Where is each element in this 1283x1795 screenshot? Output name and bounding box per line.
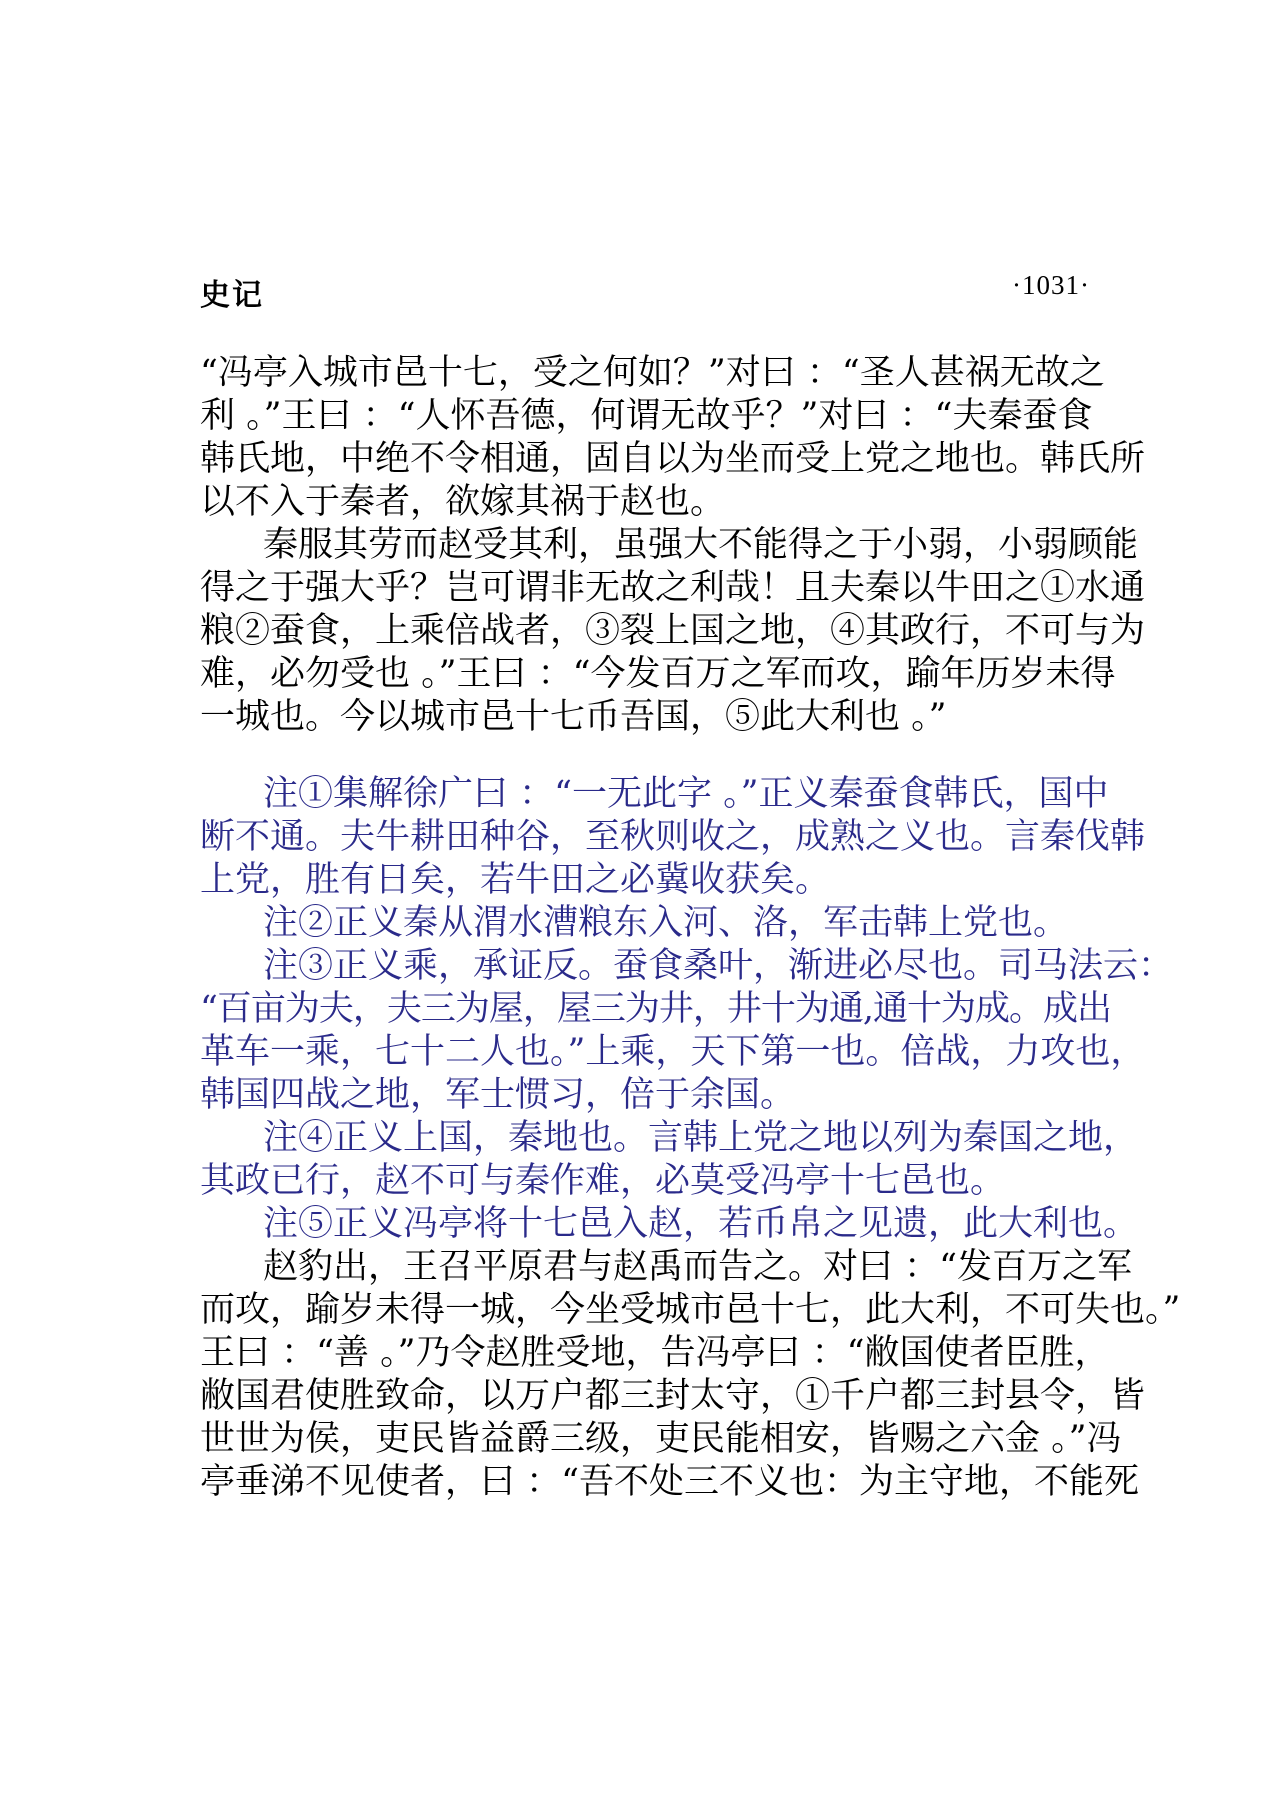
text-line: 一城也。今以城市邑十七币吾国，⑤此大利也 。”	[200, 697, 947, 737]
text-line: 难，必勿受也 。”王曰 ：“今发百万之军而攻，踰年历岁未得	[200, 654, 1116, 694]
page-body	[200, 352, 1181, 1504]
text-line: 得之于强大乎？岂可谓非无故之利哉！且夫秦以牛田之①水通	[200, 568, 1146, 608]
note-line: 韩国四战之地，军士惯习，倍于余国。	[200, 1075, 796, 1115]
text-line: 亭垂涕不见使者，曰 ：“吾不处三不义也：为主守地，不能死	[200, 1462, 1140, 1502]
text-line: 韩氏地，中绝不令相通，固自以为坐而受上党之地也。韩氏所	[200, 439, 1146, 479]
section-gap	[200, 739, 1100, 773]
text-line: 赵豹出，王召平原君与赵禹而告之。对曰 ：“发百万之军	[263, 1247, 1133, 1287]
note-line: 注①集解徐广曰 ：“一无此字 。”正义秦蚕食韩氏，国中	[263, 774, 1109, 814]
note-line: 革车一乘，七十二人也。”上乘，天下第一也。倍战，力攻也，	[200, 1032, 1146, 1072]
text-line: “冯亭入城市邑十七，受之何如？”对曰 ：“圣人甚祸无故之	[200, 353, 1105, 393]
text-line: 敝国君使胜致命，以万户都三封太守，①千户都三封县令，皆	[200, 1376, 1146, 1416]
main-text-block	[200, 352, 1146, 739]
text-line: 王曰 ：“善 。”乃令赵胜受地，告冯亭曰 ：“敝国使者臣胜，	[200, 1333, 1110, 1373]
note-line: 注③正义乘，承证反。蚕食桑叶，渐进必尽也。司马法云：	[263, 946, 1174, 986]
page-number: ·1031·	[1012, 270, 1090, 300]
continued-text-block	[200, 1246, 1181, 1504]
annotation-notes	[200, 773, 1174, 1246]
book-title: 史记	[200, 278, 264, 313]
text-line: 粮②蚕食，上乘倍战者，③裂上国之地，④其政行，不可与为	[200, 611, 1146, 651]
text-line: 以不入于秦者，欲嫁其祸于赵也。	[200, 482, 726, 522]
note-line: 注⑤正义冯亭将十七邑入赵，若币帛之见遗，此大利也。	[263, 1204, 1139, 1244]
note-line: 断不通。夫牛耕田种谷，至秋则收之，成熟之义也。言秦伐韩	[200, 817, 1146, 857]
note-line: 上党，胜有日矣，若牛田之必冀收获矣。	[200, 860, 831, 900]
text-line: 而攻，踰岁未得一城，今坐受城市邑十七，此大利，不可失也。”	[200, 1290, 1181, 1330]
note-line: 注④正义上国，秦地也。言韩上党之地以列为秦国之地，	[263, 1118, 1139, 1158]
note-line: 注②正义秦从渭水漕粮东入河、洛，军击韩上党也。	[263, 903, 1069, 943]
text-line: 利 。”王曰 ：“人怀吾德，何谓无故乎？”对曰 ：“夫秦蚕食	[200, 396, 1093, 436]
note-line: “百亩为夫，夫三为屋，屋三为井，井十为通,通十为成。成出	[200, 989, 1112, 1029]
page-header	[200, 270, 1090, 313]
text-line: 秦服其劳而赵受其利，虽强大不能得之于小弱，小弱顾能	[263, 525, 1139, 565]
text-line: 世世为侯，吏民皆益爵三级，吏民能相安，皆赐之六金 。”冯	[200, 1419, 1122, 1459]
note-line: 其政已行，赵不可与秦作难，必莫受冯亭十七邑也。	[200, 1161, 1006, 1201]
